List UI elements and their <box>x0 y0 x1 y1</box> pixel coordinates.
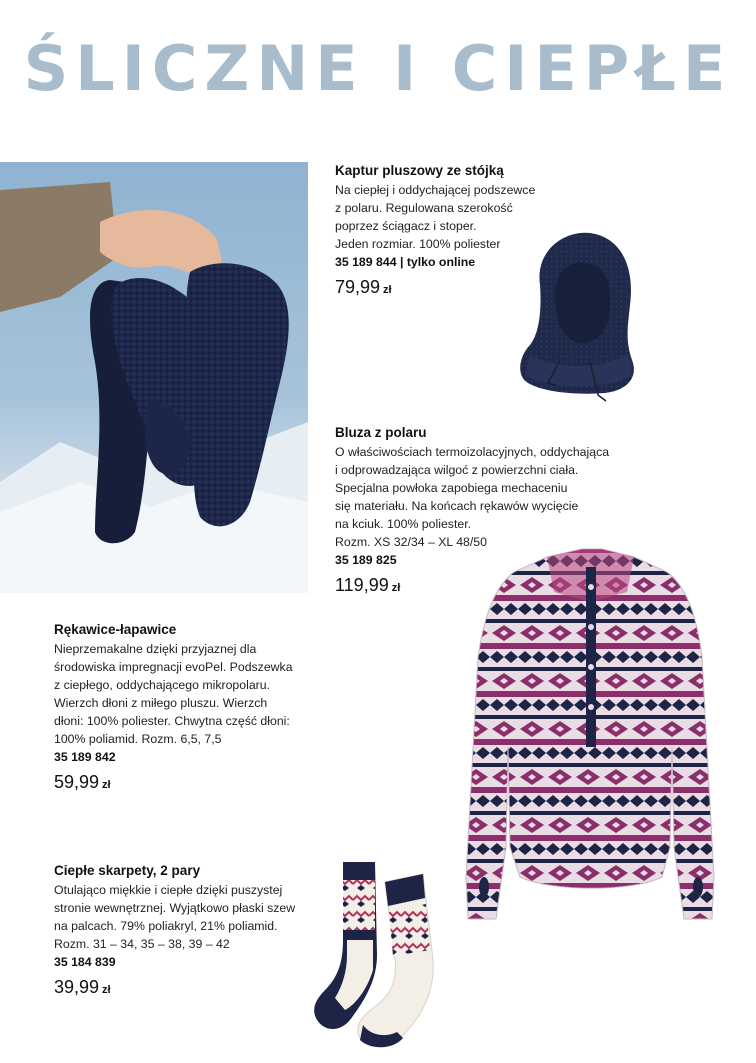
product-description-line: O właściwościach termoizolacyjnych, oddychająca <box>335 445 610 459</box>
product-description-line: Otulająco miękkie i ciepłe dzięki puszystej <box>54 883 283 897</box>
price-currency: zł <box>391 582 401 594</box>
product-name: Bluza z polaru <box>335 425 427 440</box>
product-description-line: się materiału. Na końcach rękawów wycięcie <box>335 499 579 513</box>
product-price <box>54 977 324 998</box>
product-description-line: na palcach. 79% poliakryl, 21% poliamid. <box>54 919 278 933</box>
product-socks <box>54 863 324 998</box>
product-description-line: Rozm. 31 – 34, 35 – 38, 39 – 42 <box>54 937 230 951</box>
price-value: 39,99 <box>54 977 100 997</box>
product-description-line: stronie wewnętrznej. Wyjątkowo płaski szew <box>54 901 296 915</box>
product-name: Kaptur pluszowy ze stójką <box>335 163 504 178</box>
product-code: 35 189 825 <box>335 553 397 567</box>
product-description-line: z ciepłego, oddychającego mikropolaru. <box>54 678 271 692</box>
product-description-line: środowiska impregnacji evoPel. Podszewka <box>54 660 293 674</box>
mittens-photo-icon <box>0 162 308 593</box>
product-code: 35 184 839 <box>54 955 116 969</box>
product-code: 35 189 844 | tylko online <box>335 255 476 269</box>
product-description-line: dłoni: 100% poliester. Chwytna część dłoni: <box>54 714 290 728</box>
product-description-line: Specjalna powłoka zapobiega mechaceniu <box>335 481 568 495</box>
product-description-line: poprzez ściągacz i stoper. <box>335 219 477 233</box>
price-value: 119,99 <box>335 575 389 595</box>
product-description-line: na kciuk. 100% poliester. <box>335 517 472 531</box>
product-mittens <box>54 622 324 793</box>
price-currency: zł <box>102 779 111 791</box>
product-code: 35 189 842 <box>54 750 116 764</box>
socks-icon <box>305 860 445 1052</box>
product-name: Ciepłe skarpety, 2 pary <box>54 863 201 878</box>
product-description-line: z polaru. Regulowana szerokość <box>335 201 513 215</box>
product-description-line: i odprowadzająca wilgoć z powierzchni ciała. <box>335 463 579 477</box>
price-currency: zł <box>102 984 111 996</box>
page-title: ŚLICZNE I CIEPŁE <box>23 32 733 105</box>
product-description-line: Wierzch dłoni z miłego pluszu. Wierzch <box>54 696 268 710</box>
product-description-line: Rozm. XS 32/34 – XL 48/50 <box>335 535 487 549</box>
price-value: 79,99 <box>335 277 381 297</box>
price-value: 59,99 <box>54 772 100 792</box>
product-description-line: Nieprzemakalne dzięki przyjaznej dla <box>54 642 257 656</box>
product-name: Rękawice-łapawice <box>54 622 177 637</box>
product-description-line: 100% poliamid. Rozm. 6,5, 7,5 <box>54 732 222 746</box>
hood-icon <box>510 225 645 407</box>
product-price <box>54 772 324 793</box>
price-currency: zł <box>383 284 392 296</box>
product-description-line: Jeden rozmiar. 100% poliester <box>335 237 501 251</box>
fleece-sweater-icon <box>462 547 720 923</box>
product-description-line: Na ciepłej i oddychającej podszewce <box>335 183 536 197</box>
